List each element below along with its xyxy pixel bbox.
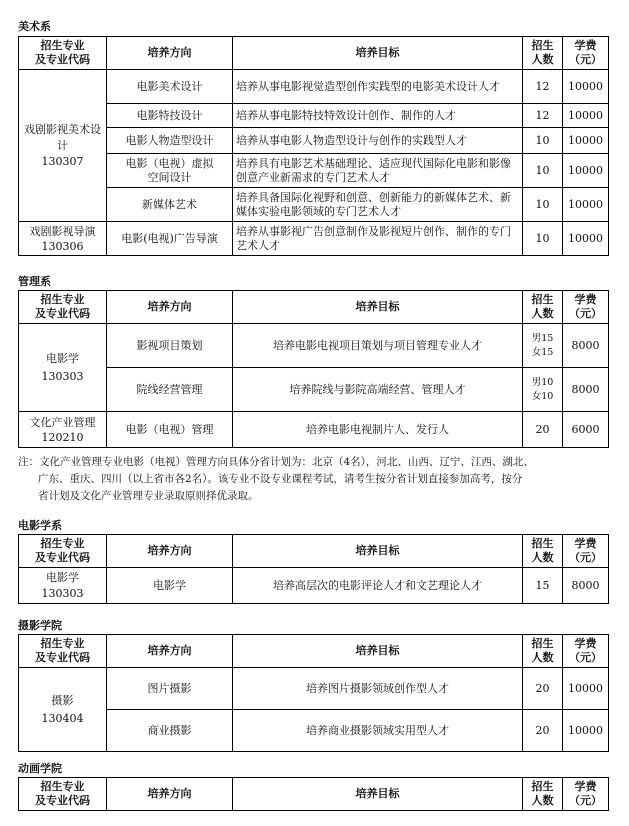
enroll-cell: 10: [523, 128, 563, 154]
major-cell: 戏剧影视美术设计 130307: [19, 70, 107, 222]
header-fee: 学费 （元）: [563, 778, 609, 811]
major-cell: 电影学 130303: [19, 324, 107, 412]
section-title: 美术系: [18, 20, 51, 33]
fee-cell: 10000: [563, 70, 609, 104]
major-cell: 文化产业管理 120210: [19, 412, 107, 448]
goal-cell: 培养从事电影视觉造型创作实践型的电影美术设计人才: [233, 70, 523, 104]
enroll-cell: 20: [523, 412, 563, 448]
header-goal: 培养目标: [233, 291, 523, 324]
direction-cell: 影视项目策划: [107, 324, 233, 368]
header-enroll: 招生 人数: [523, 535, 563, 568]
enroll-cell: 12: [523, 104, 563, 128]
enroll-cell: 10: [523, 188, 563, 222]
note-line: 省计划及文化产业管理专业录取原则择优录取。: [38, 490, 259, 502]
enroll-cell: 10: [523, 154, 563, 188]
goal-cell: 培养从事影视广告创意制作及影视短片创作、制作的专门艺术人才: [233, 222, 523, 256]
direction-cell: 图片摄影: [107, 668, 233, 710]
section-title: 动画学院: [18, 762, 62, 775]
major-cell: 电影学 130303: [19, 568, 107, 604]
enroll-cell: 男10 女10: [523, 368, 563, 412]
animation-school-table: [18, 777, 609, 811]
fee-cell: 8000: [563, 568, 609, 604]
table-row: [19, 154, 609, 188]
goal-cell: 培养具有电影艺术基础理论、适应现代国际化电影和影像创意产业新需求的专门艺术人才: [233, 154, 523, 188]
direction-cell: 商业摄影: [107, 710, 233, 752]
header-enroll: 招生 人数: [523, 778, 563, 811]
header-direction: 培养方向: [107, 535, 233, 568]
table-row: [19, 412, 609, 448]
goal-cell: 培养图片摄影领域创作型人才: [233, 668, 523, 710]
direction-cell: 电影（电视）管理: [107, 412, 233, 448]
fee-cell: 10000: [563, 222, 609, 256]
note-line: 注：文化产业管理专业电影（电视）管理方向具体分省计划为：北京（4名），河北、山西、辽宁、江西、湖北、: [18, 456, 534, 468]
direction-cell: 电影学: [107, 568, 233, 604]
header-fee: 学费 （元）: [563, 635, 609, 668]
fee-cell: 8000: [563, 324, 609, 368]
fee-cell: 10000: [563, 154, 609, 188]
direction-cell: 电影(电视)广告导演: [107, 222, 233, 256]
film-studies-dept-table: [18, 534, 609, 604]
header-enroll: 招生 人数: [523, 635, 563, 668]
direction-cell: 电影特技设计: [107, 104, 233, 128]
fee-cell: 10000: [563, 710, 609, 752]
goal-cell: 培养从事电影人物造型设计与创作的实践型人才: [233, 128, 523, 154]
header-direction: 培养方向: [107, 37, 233, 70]
table-row: [19, 368, 609, 412]
table-row: [19, 324, 609, 368]
photography-school-table: [18, 634, 609, 752]
direction-cell: 电影（电视）虚拟 空间设计: [107, 154, 233, 188]
table-row: [19, 222, 609, 256]
header-row: [19, 37, 609, 70]
fee-cell: 10000: [563, 668, 609, 710]
header-direction: 培养方向: [107, 291, 233, 324]
art-dept-table: [18, 36, 609, 256]
header-direction: 培养方向: [107, 635, 233, 668]
major-cell: 摄影 130404: [19, 668, 107, 752]
enroll-cell: 10: [523, 222, 563, 256]
enroll-cell: 15: [523, 568, 563, 604]
goal-cell: 培养院线与影院高端经营、管理人才: [233, 368, 523, 412]
direction-cell: 院线经营管理: [107, 368, 233, 412]
header-enroll: 招生 人数: [523, 37, 563, 70]
major-cell: 戏剧影视导演 130306: [19, 222, 107, 256]
note-line: 广东、重庆、四川（以上省市各2名）。该专业不设专业课程考试，请考生按分省计划直接参加高考，按分: [38, 473, 523, 485]
header-goal: 培养目标: [233, 778, 523, 811]
header-enroll: 招生 人数: [523, 291, 563, 324]
table-row: [19, 668, 609, 710]
direction-cell: 新媒体艺术: [107, 188, 233, 222]
enroll-cell: 20: [523, 710, 563, 752]
section-title: 电影学系: [18, 519, 62, 532]
direction-cell: 电影人物造型设计: [107, 128, 233, 154]
management-dept-table: [18, 290, 609, 448]
table-row: [19, 128, 609, 154]
section-title: 管理系: [18, 275, 51, 288]
goal-cell: 培养电影电视制片人、发行人: [233, 412, 523, 448]
header-major: 招生专业 及专业代码: [19, 778, 107, 811]
header-fee: 学费 （元）: [563, 291, 609, 324]
header-direction: 培养方向: [107, 778, 233, 811]
table-row: [19, 104, 609, 128]
header-row: [19, 535, 609, 568]
goal-cell: 培养商业摄影领域实用型人才: [233, 710, 523, 752]
enroll-cell: 男15 女15: [523, 324, 563, 368]
direction-cell: 电影美术设计: [107, 70, 233, 104]
header-goal: 培养目标: [233, 535, 523, 568]
table-row: [19, 70, 609, 104]
table-row: [19, 710, 609, 752]
header-major: 招生专业 及专业代码: [19, 635, 107, 668]
goal-cell: 培养电影电视项目策划与项目管理专业人才: [233, 324, 523, 368]
header-row: [19, 778, 609, 811]
enroll-cell: 12: [523, 70, 563, 104]
header-fee: 学费 （元）: [563, 37, 609, 70]
header-row: [19, 635, 609, 668]
fee-cell: 8000: [563, 368, 609, 412]
goal-cell: 培养具备国际化视野和创意、创新能力的新媒体艺术、新媒体实验电影领域的专门艺术人才: [233, 188, 523, 222]
goal-cell: 培养高层次的电影评论人才和文艺理论人才: [233, 568, 523, 604]
fee-cell: 6000: [563, 412, 609, 448]
header-goal: 培养目标: [233, 635, 523, 668]
goal-cell: 培养从事电影特技特效设计创作、制作的人才: [233, 104, 523, 128]
table-row: [19, 188, 609, 222]
header-goal: 培养目标: [233, 37, 523, 70]
enroll-cell: 20: [523, 668, 563, 710]
header-major: 招生专业 及专业代码: [19, 535, 107, 568]
header-major: 招生专业 及专业代码: [19, 291, 107, 324]
table-row: [19, 568, 609, 604]
header-row: [19, 291, 609, 324]
header-fee: 学费 （元）: [563, 535, 609, 568]
header-major: 招生专业 及专业代码: [19, 37, 107, 70]
fee-cell: 10000: [563, 128, 609, 154]
section-title: 摄影学院: [18, 619, 62, 632]
enrollment-note: [18, 454, 614, 505]
fee-cell: 10000: [563, 104, 609, 128]
fee-cell: 10000: [563, 188, 609, 222]
